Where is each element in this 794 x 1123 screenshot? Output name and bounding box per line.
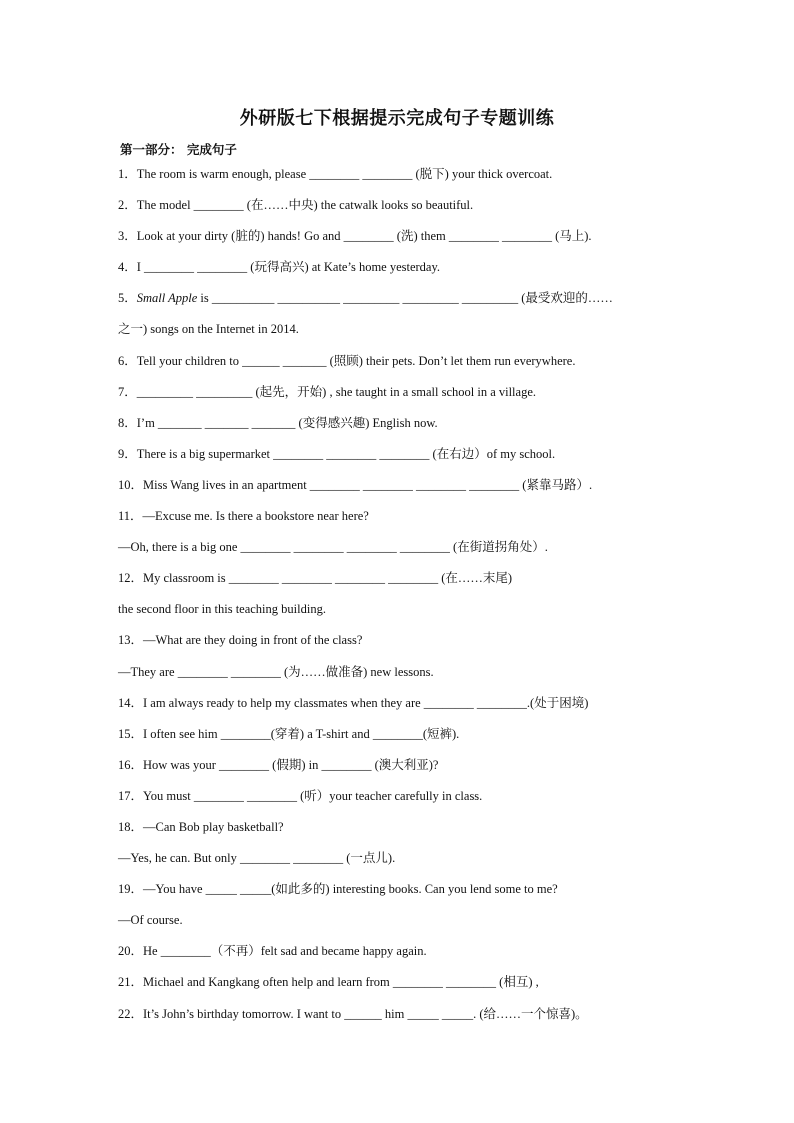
exercise-line: 1．The room is warm enough, please ________ ________ (脱下) your thick overcoat. (118, 167, 553, 181)
exercise-line: 9．There is a big supermarket ________ ________ ________ (在右边）of my school. (118, 446, 556, 461)
exercise-line: 15．I often see him ________(穿着) a T-shirt and ________(短裤). (118, 726, 460, 741)
exercise-line: 19．—You have _____ _____(如此多的) interesting books. Can you lend some to me? (118, 882, 558, 897)
exercise-line: 17．You must ________ ________ (听）your teacher carefully in class. (118, 788, 483, 803)
section-heading: 第一部分： 完成句子 (120, 142, 237, 157)
exercise-line: 18．—Can Bob play basketball? (118, 819, 284, 834)
exercise-line: 10．Miss Wang lives in an apartment ________ ________ ________ ________ (紧靠马路）. (118, 477, 593, 492)
song-title: Small Apple (136, 291, 198, 306)
exercise-line: 2．The model ________ (在……中央) the catwalk looks so beautiful. (118, 198, 474, 213)
document-title: 外研版七下根据提示完成句子专题训练 (239, 108, 555, 129)
exercise-line: 21．Michael and Kangkang often help and learn from ________ ________ (相互) , (118, 975, 539, 990)
exercise-line: 14．I am always ready to help my classmates when they are ________ ________.(处于困境) (118, 695, 589, 710)
exercise-line: 22．It’s John’s birthday tomorrow. I want to ______ him _____ _____. (给……一个惊喜)。 (118, 1006, 588, 1021)
exercise-line-continued: 之一) songs on the Internet in 2014. (118, 322, 299, 337)
exercise-line: 11．—Excuse me. Is there a bookstore near here? (118, 509, 369, 524)
exercise-line: 12．My classroom is ________ ________ ________ ________ (在……末尾) (118, 571, 513, 586)
exercise-list (118, 164, 678, 1035)
exercise-line-continued: the second floor in this teaching building. (118, 602, 326, 617)
exercise-line-continued: —They are ________ ________ (为……做准备) new lessons. (118, 664, 434, 679)
exercise-line-continued: —Yes, he can. But only ________ ________ (一点儿). (118, 851, 396, 866)
exercise-line: 7．_________ _________ (起先，开始) , she taught in a small school in a village. (118, 384, 537, 399)
exercise-line: 20．He ________（不再）felt sad and became happy again. (118, 944, 427, 959)
exercise-line: 6．Tell your children to ______ _______ (照顾) their pets. Don’t let them run everywhere. (118, 353, 576, 368)
exercise-line: 4．I ________ ________ (玩得高兴) at Kate’s home yesterday. (118, 260, 441, 275)
exercise-line-continued: —Oh, there is a big one ________ ________ ________ ________ (在街道拐角处）. (118, 540, 548, 555)
exercise-line-continued: —Of course. (118, 913, 183, 928)
exercise-line: 8．I’m _______ _______ _______ (变得感兴趣) English now. (118, 415, 438, 430)
exercise-line: 3．Look at your dirty (脏的) hands! Go and ________ (洗) them ________ ________ (马上). (118, 229, 592, 244)
exercise-line: 13．—What are they doing in front of the class? (118, 633, 363, 648)
exercise-line: 16．How was your ________ (假期) in ________ (澳大利亚)? (118, 757, 439, 772)
exercise-line: 5．Small Apple is __________ __________ _________ _________ _________ (最受欢迎的…… (118, 291, 613, 306)
